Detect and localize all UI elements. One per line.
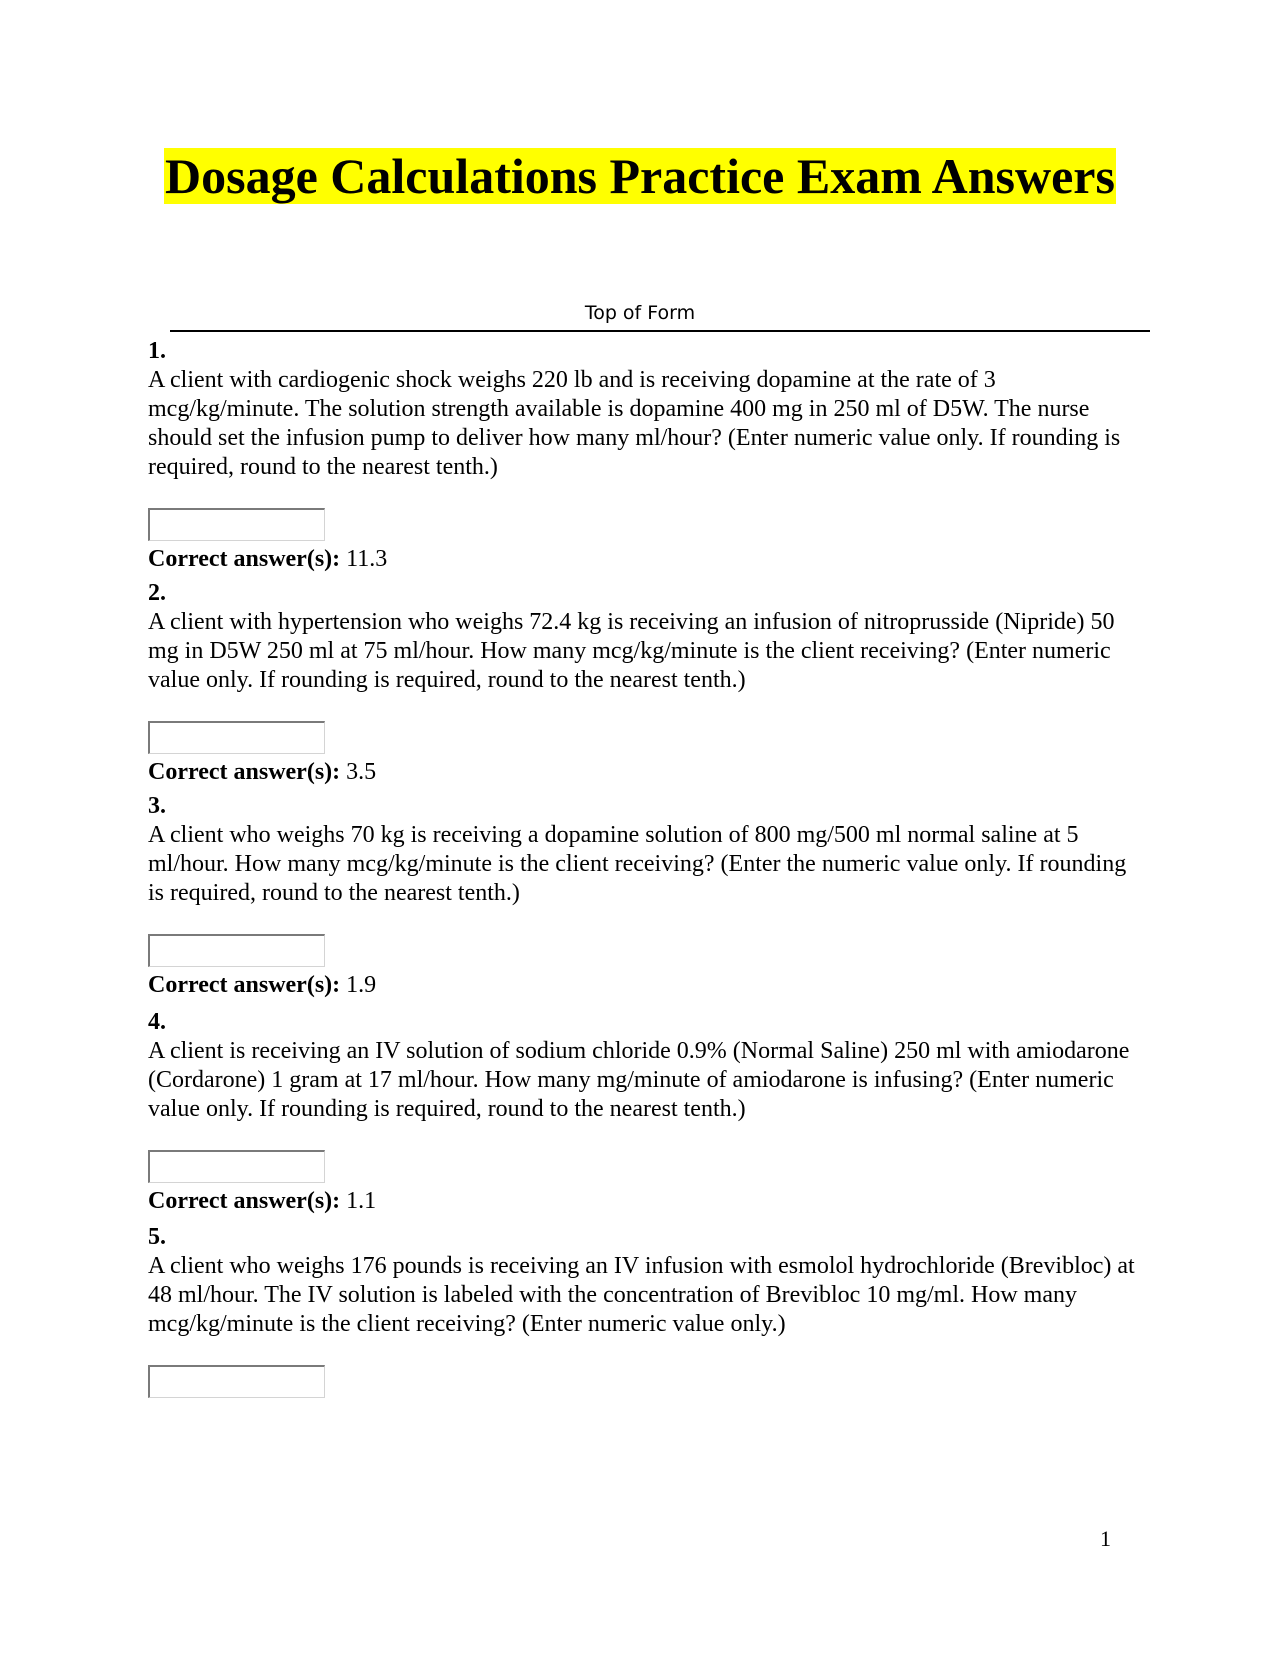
correct-answer-label: Correct answer(s):: [148, 546, 341, 572]
correct-answer-line: [148, 971, 1148, 1000]
question-text: A client who weighs 70 kg is receiving a dopamine solution of 800 mg/500 ml normal saline at 5 ml/hour. How many mcg/kg/minute is the client receiving? (Enter the numeric value only. If rounding is required, round to the nearest tenth.): [148, 822, 1127, 906]
question-text: A client is receiving an IV solution of sodium chloride 0.9% (Normal Saline) 250 ml with amiodarone (Cordarone) 1 gram at 17 ml/hour. How many mg/minute of amiodarone is infusing? (Enter numeric value only. If rounding is required, round to the nearest tenth.): [148, 1038, 1130, 1122]
question-1: [148, 337, 1148, 574]
top-of-form-label: Top of Form: [584, 302, 696, 324]
correct-answer-line: [148, 1187, 1148, 1216]
page-number: 1: [1100, 1526, 1111, 1551]
page-title: [0, 148, 1280, 205]
form-top-rule: [170, 330, 1150, 332]
answer-input-5[interactable]: [148, 1365, 325, 1398]
question-text: A client with cardiogenic shock weighs 220 lb and is receiving dopamine at the rate of 3 mcg/kg/minute. The solution strength available is dopamine 400 mg in 250 ml of D5W. The nurse should set the infusion pump to deliver how many ml/hour? (Enter numeric value only. If rounding is required, round to the nearest tenth.): [148, 367, 1121, 480]
answer-input-4[interactable]: [148, 1150, 325, 1183]
correct-answer-value: 3.5: [346, 759, 377, 785]
correct-answer-line: [148, 758, 1148, 787]
correct-answer-value: 11.3: [346, 546, 388, 572]
correct-answer-label: Correct answer(s):: [148, 972, 341, 998]
question-number: 5.: [148, 1224, 166, 1250]
question-text: A client with hypertension who weighs 72.4 kg is receiving an infusion of nitroprusside (Nipride) 50 mg in D5W 250 ml at 75 ml/hour. How many mcg/kg/minute is the client receiving? (Enter numeric value only. If rounding is required, round to the nearest tenth.): [148, 609, 1115, 693]
answer-input-1[interactable]: [148, 508, 325, 541]
correct-answer-line: [148, 545, 1148, 574]
correct-answer-value: 1.9: [346, 972, 377, 998]
question-2: [148, 579, 1148, 787]
question-3: [148, 792, 1148, 1000]
question-number: 2.: [148, 580, 166, 606]
question-4: [148, 1008, 1148, 1216]
correct-answer-label: Correct answer(s):: [148, 1188, 341, 1214]
answer-input-2[interactable]: [148, 721, 325, 754]
correct-answer-value: 1.1: [346, 1188, 377, 1214]
answer-input-3[interactable]: [148, 934, 325, 967]
correct-answer-label: Correct answer(s):: [148, 759, 341, 785]
question-number: 1.: [148, 338, 166, 364]
page-title-text: Dosage Calculations Practice Exam Answers: [165, 148, 1115, 204]
question-5: [148, 1223, 1148, 1398]
question-text: A client who weighs 176 pounds is receiving an IV infusion with esmolol hydrochloride (Brevibloc) at 48 ml/hour. The IV solution is labeled with the concentration of Brevibloc 10 mg/ml. How many mcg/kg/minute is the client receiving? (Enter numeric value only.): [148, 1253, 1135, 1337]
question-number: 4.: [148, 1009, 166, 1035]
question-number: 3.: [148, 793, 166, 819]
